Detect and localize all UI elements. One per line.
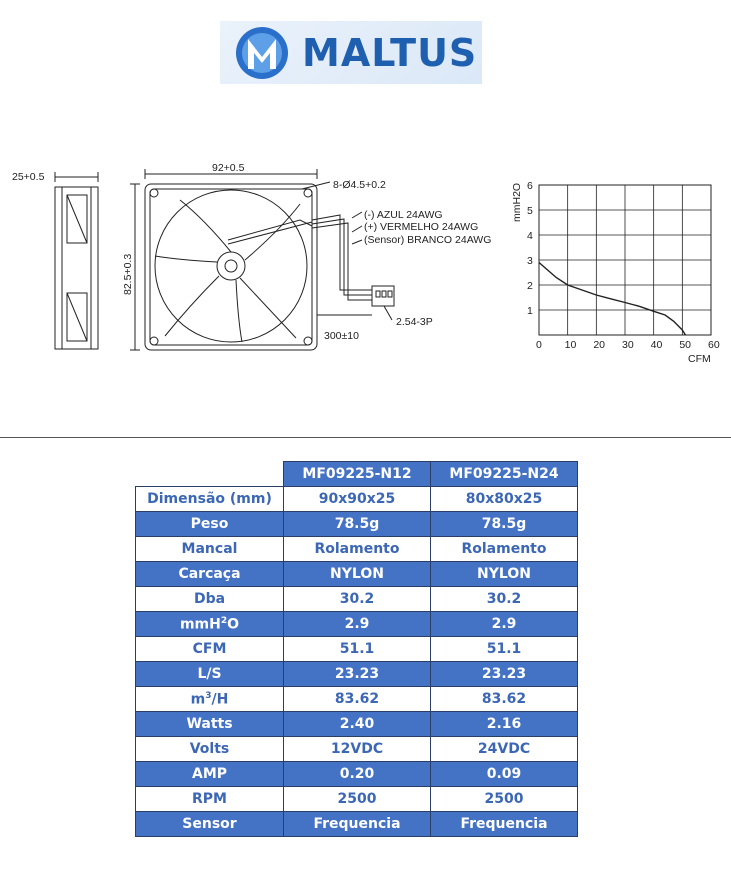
header-model-n24: MF09225-N24 <box>431 462 578 487</box>
chart-x-tick: 50 <box>679 339 692 351</box>
chart-series-line <box>539 263 686 336</box>
spec-value-n12: NYLON <box>284 562 431 587</box>
spec-row <box>136 487 578 512</box>
spec-value-n12: 2500 <box>284 787 431 812</box>
section-divider <box>0 437 731 438</box>
spec-value-n24: 2500 <box>431 787 578 812</box>
spec-label <box>136 687 284 712</box>
chart-ticks <box>527 180 720 351</box>
spec-label: Dimensão (mm) <box>136 487 284 512</box>
spec-label: Sensor <box>136 812 284 837</box>
wire-red-label: (+) VERMELHO 24AWG <box>364 221 479 233</box>
spec-row <box>136 787 578 812</box>
spec-table <box>135 461 578 837</box>
spec-value-n12: 51.1 <box>284 637 431 662</box>
spec-row <box>136 662 578 687</box>
spec-label: L/S <box>136 662 284 687</box>
side-width-label: 25+0.5 <box>12 171 45 183</box>
spec-value-n12: 83.62 <box>284 687 431 712</box>
chart-xlabel: CFM <box>688 353 711 365</box>
spec-label-main: mmH <box>179 616 221 633</box>
chart-y-tick: 5 <box>527 205 533 217</box>
spec-label: Peso <box>136 512 284 537</box>
fan-side-view <box>55 172 98 349</box>
chart-x-tick: 60 <box>708 339 720 351</box>
holes-label: 8-Ø4.5+0.2 <box>333 179 386 191</box>
chart-x-tick: 20 <box>593 339 606 351</box>
spec-value-n12: 12VDC <box>284 737 431 762</box>
spec-row <box>136 687 578 712</box>
wire-white-label: (Sensor) BRANCO 24AWG <box>364 234 492 246</box>
spec-value-n12: 23.23 <box>284 662 431 687</box>
spec-row <box>136 512 578 537</box>
spec-label: Watts <box>136 712 284 737</box>
spec-value-n24: Frequencia <box>431 812 578 837</box>
chart-y-tick: 6 <box>527 180 533 192</box>
cable-length-label: 300±10 <box>324 330 359 342</box>
chart-y-tick: 2 <box>527 280 533 292</box>
spec-label: Dba <box>136 587 284 612</box>
spec-row <box>136 562 578 587</box>
spec-label-tail: /H <box>211 691 229 708</box>
front-width-label: 92+0.5 <box>212 162 245 174</box>
spec-label-sup: 2 <box>220 615 228 626</box>
spec-value-n12: Rolamento <box>284 537 431 562</box>
spec-header-row <box>136 462 578 487</box>
connector-label: 2.54-3P <box>396 316 433 328</box>
spec-label: AMP <box>136 762 284 787</box>
front-height-label: 82.5+0.3 <box>122 253 134 295</box>
fan-technical-drawing <box>0 160 731 380</box>
maltus-logo <box>220 21 482 84</box>
spec-value-n12: 30.2 <box>284 587 431 612</box>
spec-row <box>136 612 578 637</box>
chart-ylabel: mmH2O <box>511 182 523 222</box>
spec-value-n12: Frequencia <box>284 812 431 837</box>
spec-label: Mancal <box>136 537 284 562</box>
spec-value-n24: 80x80x25 <box>431 487 578 512</box>
spec-row <box>136 812 578 837</box>
spec-label: Volts <box>136 737 284 762</box>
spec-row <box>136 737 578 762</box>
spec-value-n24: 23.23 <box>431 662 578 687</box>
spec-label <box>136 612 284 637</box>
maltus-logo-mark <box>234 25 290 81</box>
spec-label-main: m <box>190 691 206 708</box>
spec-row <box>136 762 578 787</box>
header-blank-cell <box>136 462 284 487</box>
spec-table-body <box>136 487 578 837</box>
spec-value-n12: 90x90x25 <box>284 487 431 512</box>
spec-value-n24: 2.16 <box>431 712 578 737</box>
spec-label: Carcaça <box>136 562 284 587</box>
logo-wordmark: MALTUS <box>302 31 478 75</box>
spec-value-n24: Rolamento <box>431 537 578 562</box>
spec-row <box>136 712 578 737</box>
spec-row <box>136 537 578 562</box>
spec-value-n24: 0.09 <box>431 762 578 787</box>
spec-value-n24: 2.9 <box>431 612 578 637</box>
spec-value-n24: 83.62 <box>431 687 578 712</box>
spec-value-n24: 51.1 <box>431 637 578 662</box>
spec-row <box>136 587 578 612</box>
spec-value-n12: 78.5g <box>284 512 431 537</box>
spec-value-n12: 0.20 <box>284 762 431 787</box>
spec-value-n12: 2.40 <box>284 712 431 737</box>
spec-label: RPM <box>136 787 284 812</box>
chart-y-tick: 4 <box>527 230 533 242</box>
chart-grid <box>539 185 711 335</box>
spec-value-n24: 30.2 <box>431 587 578 612</box>
spec-row <box>136 637 578 662</box>
chart-y-tick: 3 <box>527 255 533 267</box>
chart-x-tick: 30 <box>622 339 634 351</box>
chart-x-tick: 0 <box>536 339 542 351</box>
spec-value-n24: 24VDC <box>431 737 578 762</box>
wire-blue-label: (-) AZUL 24AWG <box>364 209 443 221</box>
fan-front-view <box>130 169 394 350</box>
chart-x-tick: 10 <box>564 339 577 351</box>
chart-x-tick: 40 <box>650 339 663 351</box>
chart-y-tick: 1 <box>527 305 533 317</box>
pq-curve-chart <box>511 180 720 365</box>
spec-value-n24: NYLON <box>431 562 578 587</box>
spec-label: CFM <box>136 637 284 662</box>
header-model-n12: MF09225-N12 <box>284 462 431 487</box>
spec-label-tail: O <box>227 616 240 633</box>
spec-label-sup: 3 <box>205 690 212 701</box>
spec-value-n24: 78.5g <box>431 512 578 537</box>
spec-value-n12: 2.9 <box>284 612 431 637</box>
